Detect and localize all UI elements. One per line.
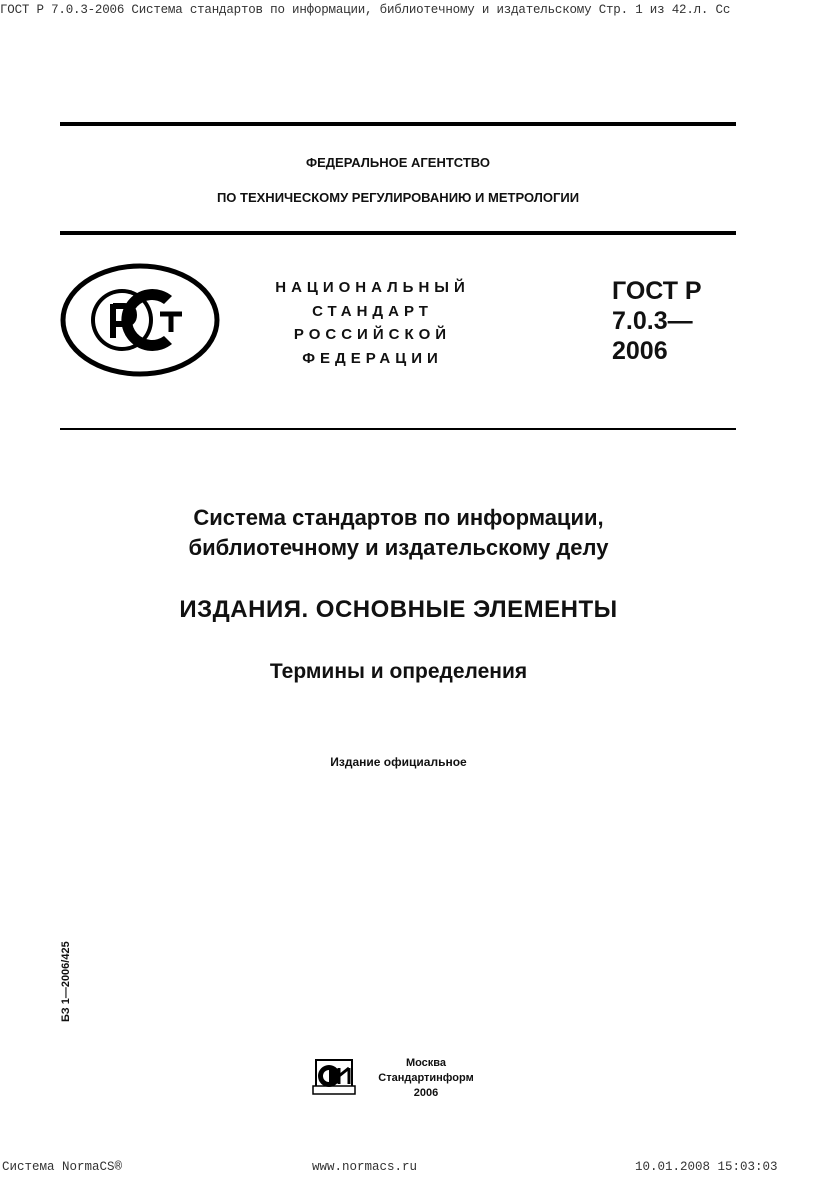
publisher-block xyxy=(366,1056,486,1101)
national-standard-line: РОССИЙСКОЙ xyxy=(293,326,452,343)
page-header-line: ГОСТ Р 7.0.3-2006 Система стандартов по информации, библиотечному и издательскому Стр. 1 из 42.л. Сс xyxy=(0,3,731,17)
top-rule xyxy=(60,122,736,126)
side-code: БЗ 1—2006/425 xyxy=(60,941,72,1022)
edition-label: Издание официальное xyxy=(330,755,467,769)
series-title xyxy=(0,503,797,563)
agency-line-2: ПО ТЕХНИЧЕСКОМУ РЕГУЛИРОВАНИЮ И МЕТРОЛОГИИ xyxy=(216,190,580,205)
publisher-name: Стандартинформ xyxy=(378,1072,474,1084)
footer-link[interactable]: www.normacs.ru xyxy=(312,1160,418,1174)
publisher-city: Москва xyxy=(405,1057,447,1069)
national-standard-line: НАЦИОНАЛЬНЫЙ xyxy=(275,279,470,296)
footer-timestamp: 10.01.2008 15:03:03 xyxy=(635,1160,778,1174)
footer-left: Система NormaCS® xyxy=(2,1160,123,1174)
publisher-year: 2006 xyxy=(413,1087,439,1099)
gost-line-3: 2006 xyxy=(612,337,668,365)
agency-bottom-rule xyxy=(60,231,736,235)
title-top-rule xyxy=(60,428,736,430)
national-standard-line: СТАНДАРТ xyxy=(312,302,433,320)
gost-line-2: 7.0.3— xyxy=(612,307,693,335)
series-title-line-2: библиотечному и издательскому делу xyxy=(188,535,609,560)
document-subtitle: Термины и определения xyxy=(269,660,528,683)
document-title: ИЗДАНИЯ. ОСНОВНЫЕ ЭЛЕМЕНТЫ xyxy=(179,596,618,623)
national-standard-block xyxy=(240,276,505,370)
series-title-line-1: Система стандартов по информации, xyxy=(193,505,604,530)
agency-line-1: ФЕДЕРАЛЬНОЕ АГЕНТСТВО xyxy=(306,155,490,170)
standartinform-logo-icon xyxy=(312,1056,356,1096)
gost-designation xyxy=(612,276,702,366)
gost-rst-mark-icon xyxy=(60,262,220,378)
national-standard-line: ФЕДЕРАЦИИ xyxy=(302,349,443,367)
gost-line-1: ГОСТ Р xyxy=(612,277,702,305)
